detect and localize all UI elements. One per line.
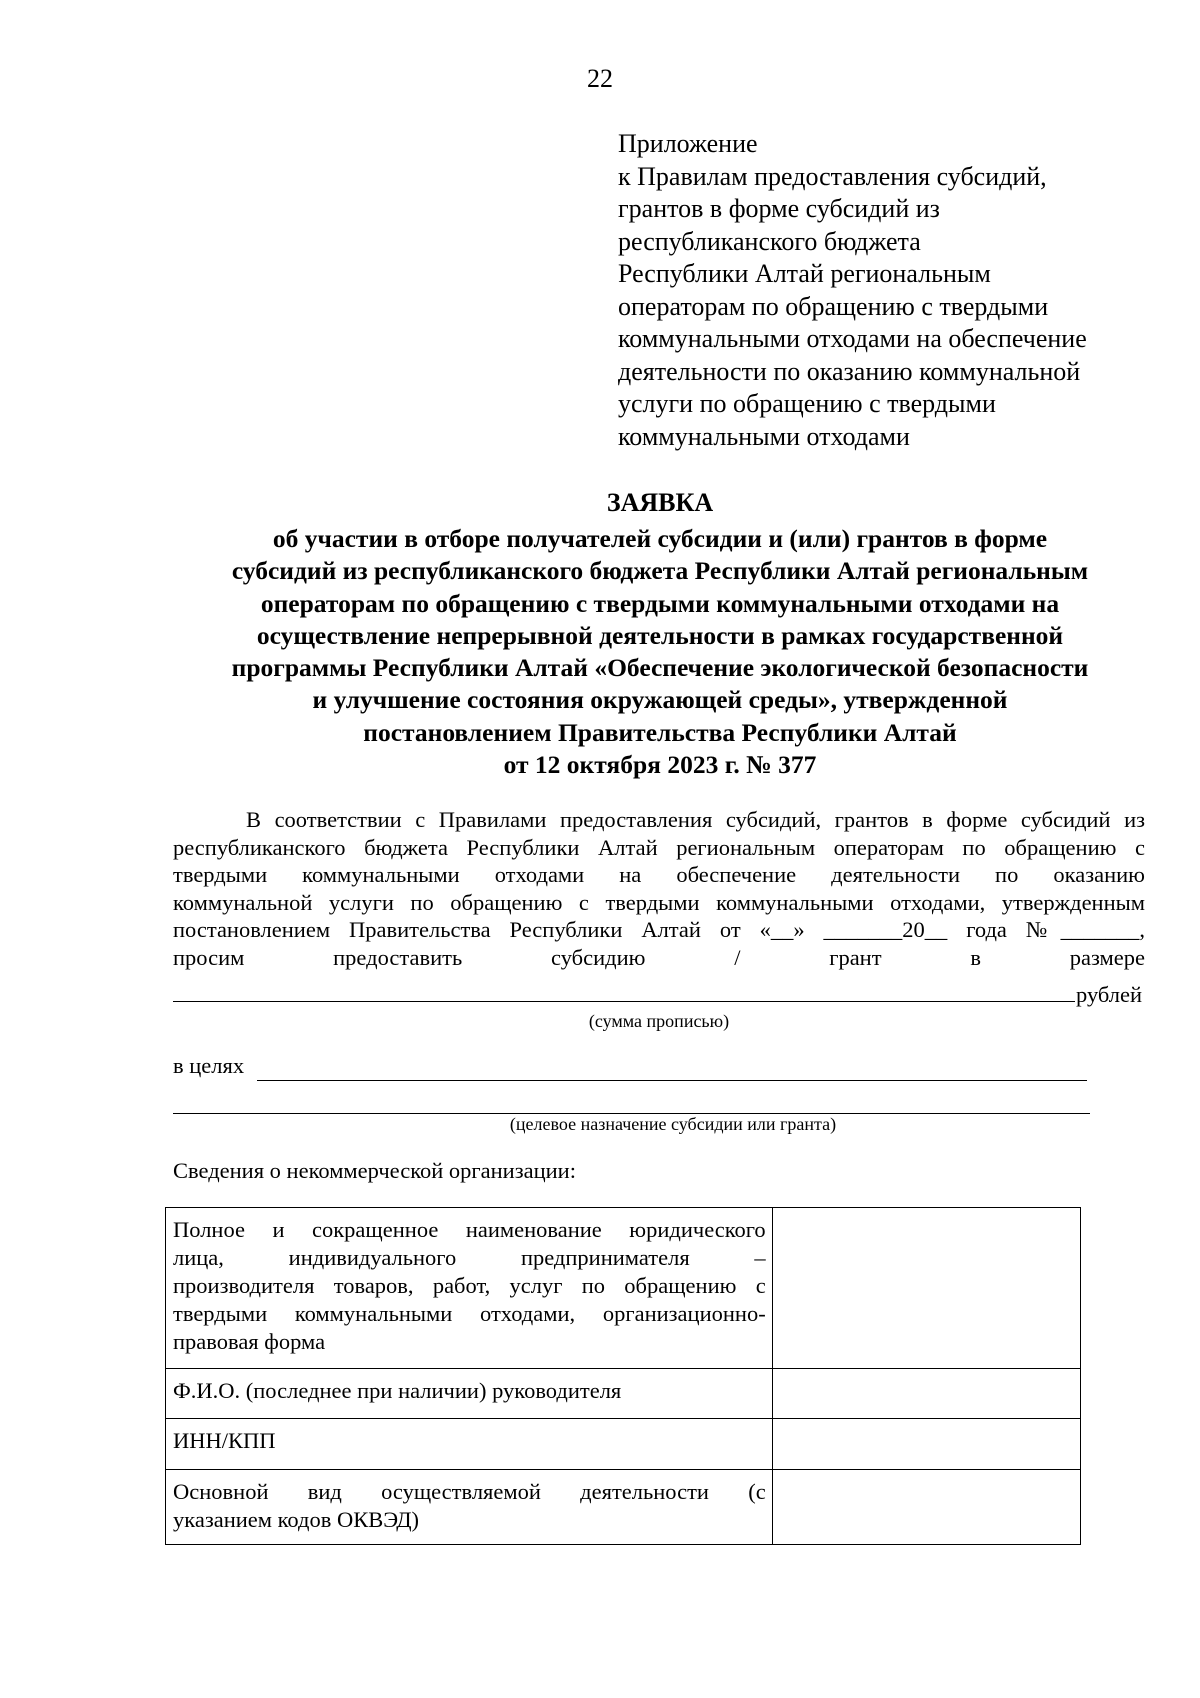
body-paragraph [173,806,1145,972]
goals-line [257,1080,1087,1081]
body-line: коммунальной услуги по обращению с твердыми коммунальными отходами, утвержденным [173,889,1145,915]
appendix-line: грантов в форме субсидий из [618,194,940,223]
row-value-director[interactable] [772,1369,1080,1419]
row-label-org-name [166,1208,773,1369]
page-number: 22 [587,64,613,93]
label-line: Ф.И.О. (последнее при наличии) руководителя [173,1378,622,1403]
label-line: производителя товаров, работ, услуг по обращению с [173,1273,766,1298]
goals-label: в целях [173,1053,245,1078]
label-line: ИНН/КПП [173,1428,276,1453]
appendix-line: коммунальными отходами [618,421,910,451]
subtitle-line: операторам по обращению с твердыми коммунальными отходами на [260,588,1060,618]
appendix-line: операторам по обращению с твердыми [618,291,1049,321]
row-value-org-name[interactable] [772,1208,1080,1369]
table-row [166,1208,1081,1369]
row-value-activity[interactable] [772,1470,1080,1545]
subtitle-line: от 12 октября 2023 г. № 377 [503,750,817,780]
goals-caption: (целевое назначение субсидии или гранта) [509,1114,837,1134]
rubles-label: рублей [1076,982,1143,1007]
body-line: постановлением Правительства Республики Алтай от «__» _______20__ года №_______, [173,917,1145,943]
table-row [166,1470,1081,1545]
label-line: Полное и сокращенное наименование юридического [173,1217,766,1242]
appendix-line: Республики Алтай региональным [618,259,991,288]
table-row [166,1369,1081,1419]
row-label-activity [166,1470,773,1545]
section-label: Сведения о некоммерческой организации: [173,1158,576,1183]
subtitle-line: об участии в отборе получателей субсидии и (или) грантов в форме [272,524,1048,553]
appendix-line: услуги по обращению с твердыми [618,389,996,418]
row-label-director [166,1369,773,1419]
body-line: твердыми коммунальными отходами на обеспечение деятельности по оказанию [173,862,1145,888]
row-value-inn-kpp[interactable] [772,1419,1080,1470]
table-row [166,1419,1081,1470]
label-line: правовая форма [173,1329,326,1354]
appendix-line: республиканского бюджета [618,226,921,256]
body-line: просим предоставить субсидию / грант в размере [173,944,1145,970]
label-line: Основной вид осуществляемой деятельности (с [173,1479,766,1504]
subtitle-line: субсидий из республиканского бюджета Республики Алтай региональным [231,556,1089,586]
document-title: ЗАЯВКА [606,488,714,517]
appendix-line: Приложение [618,129,758,158]
document-subtitle [160,523,1160,781]
sum-caption: (сумма прописью) [588,1011,730,1031]
sum-line [173,1001,1075,1002]
appendix-line: деятельности по оказанию коммунальной [618,356,1081,386]
subtitle-line: и улучшение состояния окружающей среды», утвержденной [312,685,1008,715]
body-line: В соответствии с Правилами предоставления субсидий, грантов в форме субсидий из [246,807,1145,832]
subtitle-line: постановлением Правительства Республики Алтай [363,717,957,747]
subtitle-line: осуществление непрерывной деятельности в рамках государственной [256,620,1064,650]
appendix-line: коммунальными отходами на обеспечение [618,324,1087,353]
label-line: указанием кодов ОКВЭД) [173,1507,420,1532]
appendix-header [618,128,1178,453]
label-line: твердыми коммунальными отходами, организационно- [173,1301,766,1326]
body-line: республиканского бюджета Республики Алтай региональным операторам по обращению с [173,834,1145,860]
organization-info-table [165,1207,1081,1545]
appendix-line: к Правилам предоставления субсидий, [618,161,1047,191]
row-label-inn-kpp [166,1419,773,1470]
label-line: лица, индивидуального предпринимателя – [173,1245,766,1270]
subtitle-line: программы Республики Алтай «Обеспечение экологической безопасности [231,653,1089,683]
